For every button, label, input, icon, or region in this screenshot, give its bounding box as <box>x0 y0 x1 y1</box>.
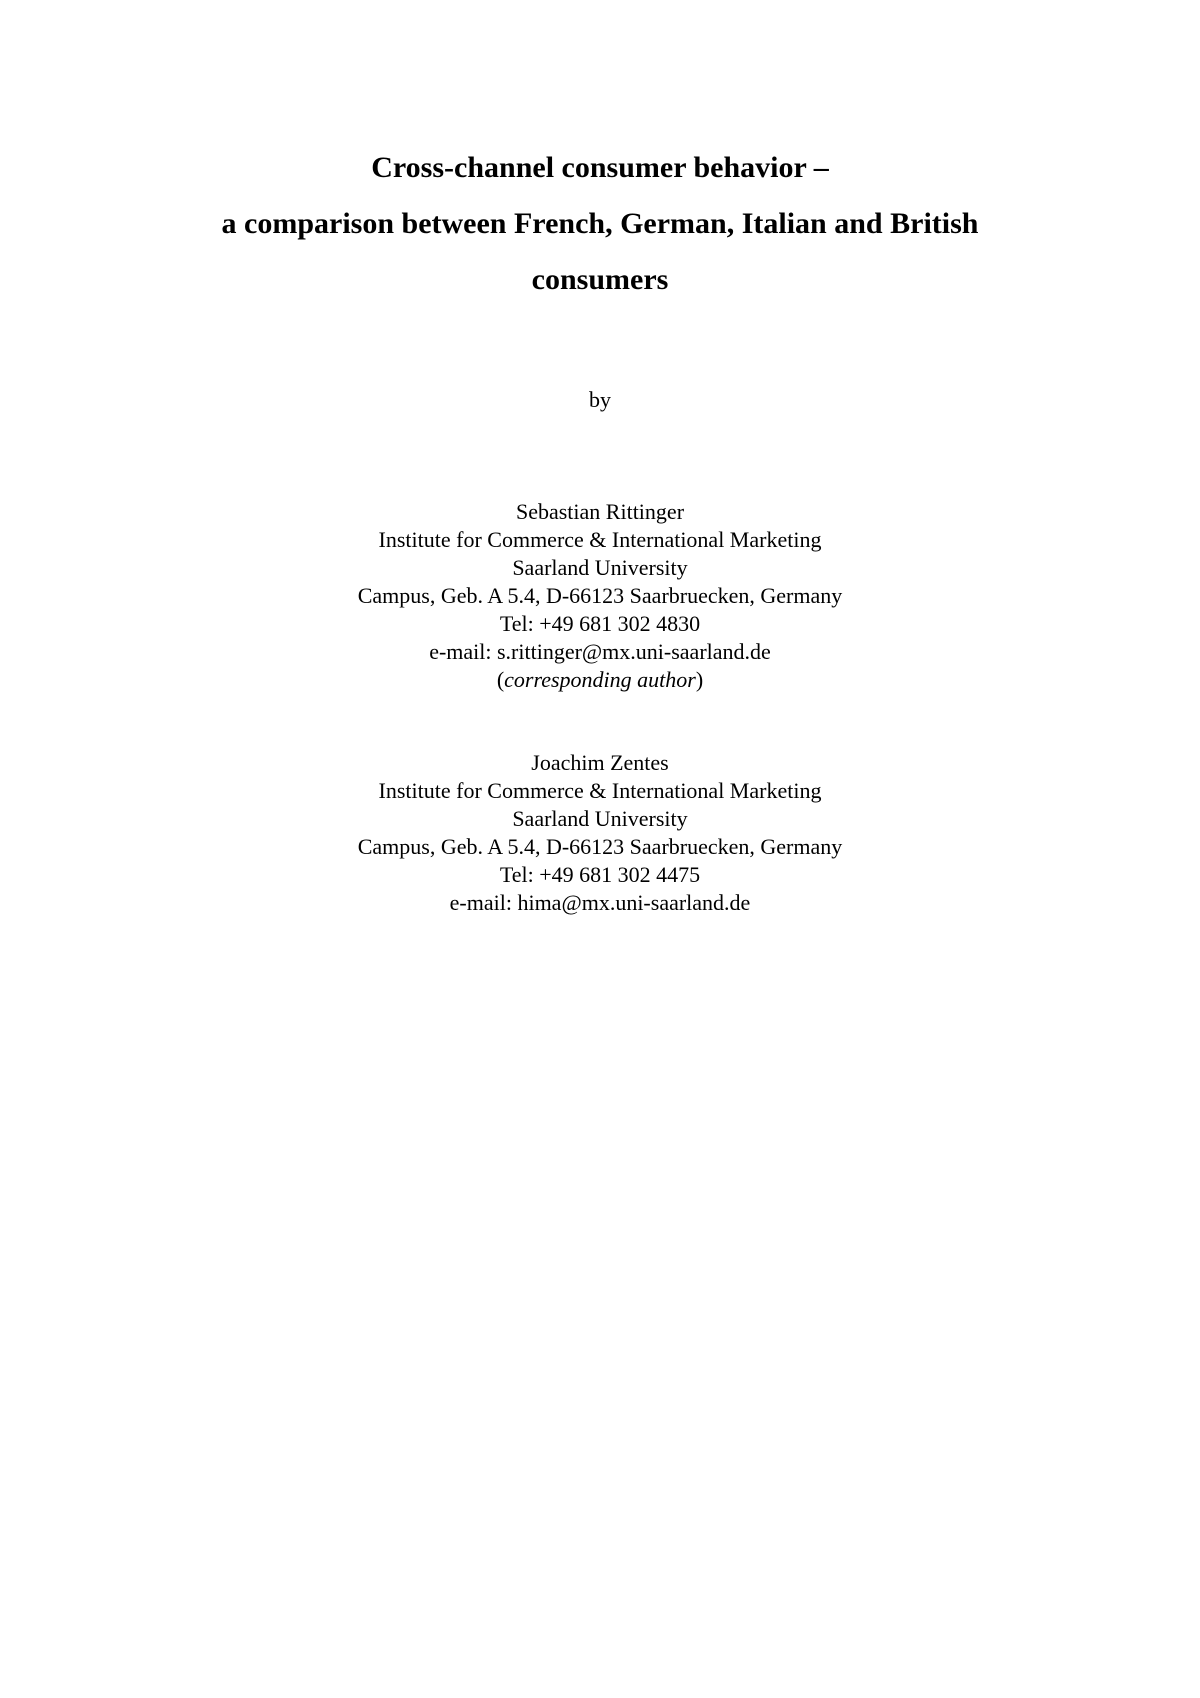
author-name: Joachim Zentes <box>531 750 669 775</box>
author-name: Sebastian Rittinger <box>515 499 685 524</box>
author-institute: Institute for Commerce & International Marketing <box>378 778 822 803</box>
author-university: Saarland University <box>512 806 688 831</box>
title-line-1: Cross-channel consumer behavior – <box>371 151 829 184</box>
author-block-zentes <box>0 749 1200 917</box>
author-address: Campus, Geb. A 5.4, D-66123 Saarbruecken, Germany <box>357 834 843 859</box>
title-line-2: a comparison between French, German, Italian and British <box>221 207 979 240</box>
paper-title <box>0 140 1200 308</box>
note-open-paren: ( <box>496 667 505 692</box>
note-text: corresponding author <box>504 667 696 692</box>
author-address: Campus, Geb. A 5.4, D-66123 Saarbruecken, Germany <box>357 583 843 608</box>
title-line-3: consumers <box>531 263 669 296</box>
by-label: by <box>589 387 611 412</box>
author-tel: Tel: +49 681 302 4475 <box>499 862 701 887</box>
author-institute: Institute for Commerce & International Marketing <box>378 527 822 552</box>
corresponding-author-note <box>0 666 1200 694</box>
author-email: e-mail: s.rittinger@mx.uni-saarland.de <box>429 639 771 664</box>
author-block-rittinger <box>0 498 1200 694</box>
author-university: Saarland University <box>512 555 688 580</box>
author-email: e-mail: hima@mx.uni-saarland.de <box>449 890 751 915</box>
note-close-paren: ) <box>695 667 704 692</box>
author-tel: Tel: +49 681 302 4830 <box>499 611 701 636</box>
